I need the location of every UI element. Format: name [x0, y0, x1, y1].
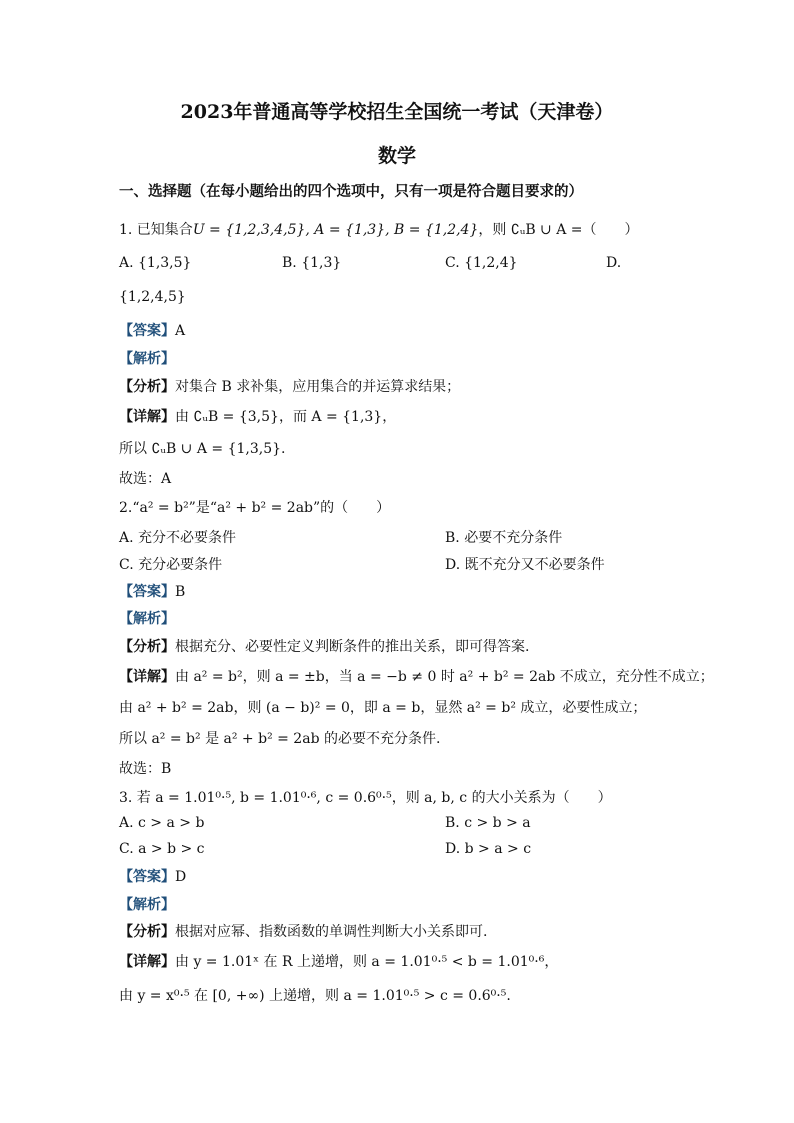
q3-option-c: C. a > b > c: [119, 841, 205, 857]
xiangjie-text: 由 a² = b²，则 a = ±b，当 a = −b ≠ 0 时 a² + b² = 2ab 不成立，充分性不成立；: [175, 669, 714, 685]
q2-option-c: C. 充分必要条件: [119, 557, 223, 573]
q1-analysis-label: 【解析】: [119, 351, 175, 367]
fenxi-label: 【分析】: [119, 379, 175, 395]
q1-stem-suffix: ，则 ∁ᵤB ∪ A =（ ）: [478, 222, 639, 238]
q2-analysis-label: 【解析】: [119, 611, 175, 627]
q2-stem: 2.“a² = b²”是“a² + b² = 2ab”的（ ）: [119, 500, 391, 516]
q1-conclusion: 故选：A: [119, 471, 172, 487]
q3-fenxi: [119, 921, 487, 941]
q3-option-d: D. b > a > c: [445, 841, 532, 857]
xiangjie-label: 【详解】: [119, 954, 175, 970]
q3-option-a: A. c > a > b: [119, 815, 205, 831]
q1-option-b: B. {1,3}: [282, 255, 342, 271]
q2-option-b: B. 必要不充分条件: [445, 530, 563, 546]
q2-option-a: A. 充分不必要条件: [119, 530, 237, 546]
q3-stem: 3. 若 a = 1.01⁰·⁵, b = 1.01⁰·⁶, c = 0.6⁰·⁵，则 a, b, c 的大小关系为（ ）: [119, 790, 612, 806]
q1-stem: [119, 219, 639, 239]
q2-option-d: D. 既不充分又不必要条件: [445, 557, 605, 573]
section-heading: 一、选择题（在每小题给出的四个选项中，只有一项是符合题目要求的）: [119, 183, 583, 200]
q1-fenxi: [119, 376, 460, 396]
xiangjie-text: 由 y = 1.01ˣ 在 R 上递增，则 a = 1.01⁰·⁵ < b = 1.01⁰·⁶，: [175, 954, 559, 970]
fenxi-label: 【分析】: [119, 924, 175, 940]
document-title: 2023年普通高等学校招生全国统一考试（天津卷）: [180, 101, 614, 123]
subject-title: 数学: [377, 145, 416, 167]
q3-solution-line: 由 y = x⁰·⁵ 在 [0, +∞) 上递增，则 a = 1.01⁰·⁵ > c = 0.6⁰·⁵.: [119, 988, 511, 1004]
q1-option-c: C. {1,2,4}: [445, 255, 518, 271]
q1-stem-prefix: 1. 已知集合: [119, 222, 193, 238]
q1-option-a: A. {1,3,5}: [119, 255, 192, 271]
q2-solution-line: 由 a² + b² = 2ab，则 (a − b)² = 0，即 a = b，显然 a² = b² 成立，必要性成立；: [119, 700, 647, 716]
xiangjie-text: 由 ∁ᵤB = {3,5}，而 A = {1,3}，: [175, 409, 397, 425]
fenxi-text: 根据对应幂、指数函数的单调性判断大小关系即可.: [175, 924, 488, 940]
answer-value: D: [175, 869, 187, 885]
fenxi-text: 对集合 B 求补集，应用集合的并运算求结果；: [175, 379, 461, 395]
xiangjie-label: 【详解】: [119, 669, 175, 685]
q2-fenxi: [119, 636, 529, 656]
answer-label: 【答案】: [119, 584, 175, 600]
xiangjie-label: 【详解】: [119, 409, 175, 425]
q1-option-d-value: {1,2,4,5}: [119, 289, 186, 305]
q2-conclusion: 故选：B: [119, 761, 172, 777]
answer-value: A: [175, 323, 186, 339]
answer-value: B: [175, 584, 186, 600]
q2-solution-line-2: 所以 a² = b² 是 a² + b² = 2ab 的必要不充分条件.: [119, 731, 441, 747]
q1-option-d: D.: [606, 255, 622, 271]
q3-xiangjie: [119, 951, 558, 971]
q1-stem-math: U = {1,2,3,4,5}, A = {1,3}, B = {1,2,4}: [192, 222, 479, 238]
fenxi-text: 根据充分、必要性定义判断条件的推出关系，即可得答案.: [175, 639, 530, 655]
q3-answer: [119, 866, 186, 886]
q1-solution-line: 所以 ∁ᵤB ∪ A = {1,3,5}.: [119, 441, 286, 457]
answer-label: 【答案】: [119, 323, 175, 339]
q3-analysis-label: 【解析】: [119, 897, 175, 913]
fenxi-label: 【分析】: [119, 639, 175, 655]
q1-answer: [119, 320, 185, 340]
answer-label: 【答案】: [119, 869, 175, 885]
q2-answer: [119, 581, 185, 601]
q2-xiangjie: [119, 666, 714, 686]
q3-option-b: B. c > b > a: [445, 815, 531, 831]
q1-xiangjie: [119, 406, 396, 426]
